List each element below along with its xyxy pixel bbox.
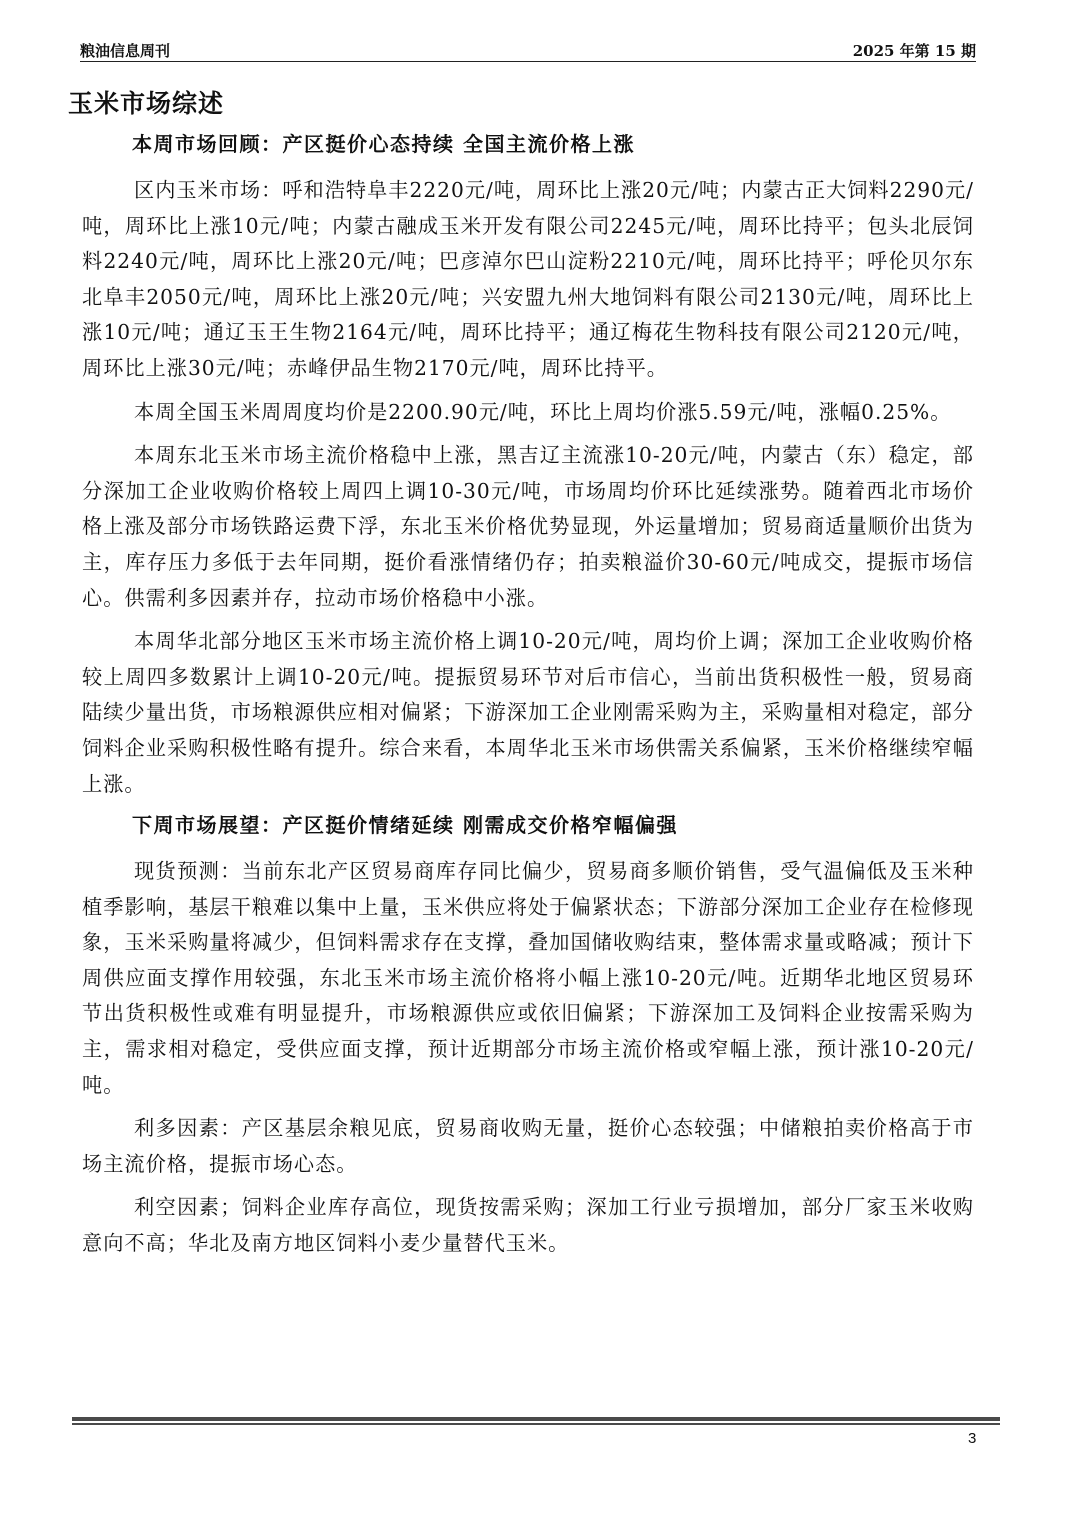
issue-number: 2025 年第 15 期 (852, 42, 976, 60)
review-paragraph: 本周东北玉米市场主流价格稳中上涨，黑吉辽主流涨10-20元/吨，内蒙古（东）稳定，部分深加工企业收购价格较上周四上调10-30元/吨，市场周均价环比延续涨势。随着西北市场价格上涨及部分市场铁路运费下浮，东北玉米价格优势显现，外运量增加；贸易商适量顺价出货为主，库存压力多低于去年同期，挺价看涨情绪仍存；拍卖粮溢价30-60元/吨成交，提振市场信心。供需利多因素并存，拉动市场价格稳中小涨。 (82, 443, 974, 610)
footer-divider-thin (72, 1423, 1000, 1425)
header-divider (80, 61, 976, 62)
outlook-heading: 下周市场展望：产区挺价情绪延续 刚需成交价格窄幅偏强 (132, 813, 678, 838)
page-header (80, 40, 976, 62)
review-heading: 本周市场回顾：产区挺价心态持续 全国主流价格上涨 (132, 132, 635, 156)
footer-divider (72, 1417, 1000, 1421)
publication-name: 粮油信息周刊 (80, 42, 171, 60)
outlook-paragraph: 现货预测：当前东北产区贸易商库存同比偏少，贸易商多顺价销售，受气温偏低及玉米种植季影响，基层干粮难以集中上量，玉米供应将处于偏紧状态；下游部分深加工企业存在检修现象，玉米采购量将减少，但饲料需求存在支撑，叠加国储收购结束，整体需求量或略减；预计下周供应面支撑作用较强，东北玉米市场主流价格将小幅上涨10-20元/吨。近期华北地区贸易环节出货积极性或难有明显提升，市场粮源供应或依旧偏紧；下游深加工及饲料企业按需采购为主，需求相对稳定，受供应面支撑，预计近期部分市场主流价格或窄幅上涨，预计涨10-20元/吨。 (82, 859, 974, 1097)
section-title: 玉米市场综述 (68, 89, 225, 118)
article-body (82, 122, 974, 1270)
review-paragraph: 区内玉米市场：呼和浩特阜丰2220元/吨，周环比上涨20元/吨；内蒙古正大饲料2290元/吨，周环比上涨10元/吨；内蒙古融成玉米开发有限公司2245元/吨，周环比持平；包头北辰饲料2240元/吨，周环比上涨20元/吨；巴彦淖尔巴山淀粉2210元/吨，周环比持平；呼伦贝尔东北阜丰2050元/吨，周环比上涨20元/吨；兴安盟九州大地饲料有限公司2130元/吨，周环比上涨10元/吨；通辽玉王生物2164元/吨，周环比持平；通辽梅花生物科技有限公司2120元/吨，周环比上涨30元/吨；赤峰伊品生物2170元/吨，周环比持平。 (82, 178, 974, 380)
review-paragraph: 本周华北部分地区玉米市场主流价格上调10-20元/吨，周均价上调；深加工企业收购价格较上周四多数累计上调10-20元/吨。提振贸易环节对后市信心，当前出货积极性一般，贸易商陆续少量出货，市场粮源供应相对偏紧；下游深加工企业刚需采购为主，采购量相对稳定，部分饲料企业采购积极性略有提升。综合来看，本周华北玉米市场供需关系偏紧，玉米价格继续窄幅上涨。 (82, 629, 974, 796)
page-number: 3 (968, 1430, 977, 1447)
outlook-paragraph: 利多因素：产区基层余粮见底，贸易商收购无量，挺价心态较强；中储粮拍卖价格高于市场主流价格，提振市场心态。 (82, 1116, 974, 1176)
outlook-paragraph: 利空因素；饲料企业库存高位，现货按需采购；深加工行业亏损增加，部分厂家玉米收购意向不高；华北及南方地区饲料小麦少量替代玉米。 (82, 1195, 974, 1256)
review-paragraph: 本周全国玉米周周度均价是2200.90元/吨，环比上周均价涨5.59元/吨，涨幅0.25%。 (134, 399, 952, 424)
